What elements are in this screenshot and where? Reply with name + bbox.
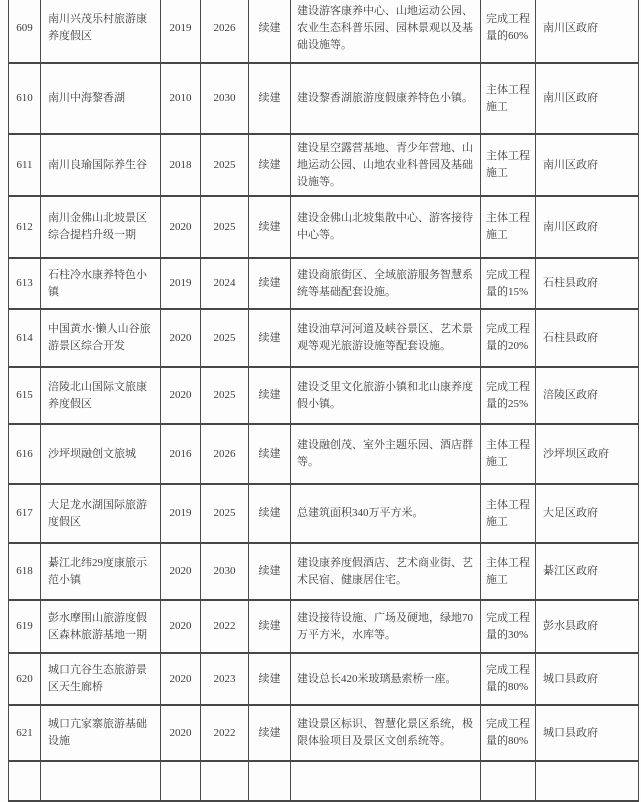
table-row: [9, 63, 639, 134]
project-table-container: [8, 0, 638, 802]
cell-progress: 完成工程量的30%: [481, 600, 536, 653]
cell-build-status: 续建: [249, 63, 291, 134]
cell-build-status: 续建: [249, 484, 291, 543]
cell-authority: 南川区政府: [536, 196, 639, 258]
cell-authority: 涪陵区政府: [536, 367, 639, 424]
cell-project-name: 沙坪坝融创文旅城: [41, 424, 161, 484]
cell-authority: 南川区政府: [536, 0, 639, 63]
cell-start-year: 2020: [161, 543, 201, 600]
cell-serial-number: 619: [9, 600, 41, 653]
cell-start-year: 2020: [161, 367, 201, 424]
cell-description: 建设接待设施、广场及硬地，绿地70万平方米，水库等。: [291, 600, 481, 653]
cell-description: 建设融创茂、室外主题乐园、酒店群等。: [291, 424, 481, 484]
cell-build-status: 续建: [249, 309, 291, 367]
cell-end-year: 2030: [201, 63, 249, 134]
cell-description: 建设商旅街区、全域旅游服务智慧系统等基础配套设施。: [291, 258, 481, 309]
cell-description: 总建筑面积340万平方米。: [291, 484, 481, 543]
cell-description: 建设游客康养中心、山地运动公园、农业生态科普乐园、园林景观以及基础设施等。: [291, 0, 481, 63]
cell-authority: 南川区政府: [536, 134, 639, 196]
cell-authority: 南川区政府: [536, 63, 639, 134]
cell-progress: 完成工程量的80%: [481, 705, 536, 761]
cell-serial-number: 612: [9, 196, 41, 258]
cell-progress: 完成工程量的25%: [481, 367, 536, 424]
cell-description: 建设总长420米玻璃悬索桥一座。: [291, 653, 481, 705]
table-row: [9, 761, 639, 801]
cell-start-year: 2020: [161, 196, 201, 258]
cell-progress: 主体工程施工: [481, 196, 536, 258]
cell-build-status: 续建: [249, 600, 291, 653]
cell-start-year: 2018: [161, 134, 201, 196]
cell-build-status: [249, 761, 291, 801]
cell-start-year: 2020: [161, 653, 201, 705]
table-row: [9, 653, 639, 705]
cell-build-status: 续建: [249, 258, 291, 309]
cell-description: 建设康养度假酒店、艺术商业街、艺术民宿、健康居住宅。: [291, 543, 481, 600]
table-row: [9, 134, 639, 196]
cell-end-year: 2024: [201, 258, 249, 309]
cell-project-name: 城口亢谷生态旅游景区天生廊桥: [41, 653, 161, 705]
cell-authority: 綦江区政府: [536, 543, 639, 600]
cell-serial-number: 616: [9, 424, 41, 484]
cell-project-name: 綦江北纬29度康旅示范小镇: [41, 543, 161, 600]
table-row: [9, 424, 639, 484]
cell-progress: 主体工程施工: [481, 134, 536, 196]
cell-description: 建设黎香湖旅游度假康养特色小镇。: [291, 63, 481, 134]
cell-description: 建设星空露营基地、青少年营地、山地运动公园、山地农业科普园及基础设施等。: [291, 134, 481, 196]
cell-start-year: 2016: [161, 424, 201, 484]
cell-build-status: 续建: [249, 424, 291, 484]
cell-description: [291, 761, 481, 801]
table-row: [9, 543, 639, 600]
cell-start-year: 2020: [161, 309, 201, 367]
cell-serial-number: 610: [9, 63, 41, 134]
cell-build-status: 续建: [249, 0, 291, 63]
cell-project-name: 南川良瑜国际养生谷: [41, 134, 161, 196]
cell-project-name: [41, 761, 161, 801]
cell-end-year: 2030: [201, 543, 249, 600]
cell-start-year: 2019: [161, 258, 201, 309]
cell-serial-number: 609: [9, 0, 41, 63]
cell-progress: 主体工程施工: [481, 484, 536, 543]
table-row: [9, 258, 639, 309]
cell-authority: 彭水县政府: [536, 600, 639, 653]
table-row: [9, 484, 639, 543]
cell-start-year: 2010: [161, 63, 201, 134]
cell-end-year: 2025: [201, 196, 249, 258]
cell-authority: 大足区政府: [536, 484, 639, 543]
cell-end-year: 2025: [201, 134, 249, 196]
cell-serial-number: [9, 761, 41, 801]
cell-end-year: 2022: [201, 600, 249, 653]
cell-end-year: 2025: [201, 309, 249, 367]
cell-end-year: 2022: [201, 705, 249, 761]
table-row: [9, 196, 639, 258]
table-row: [9, 0, 639, 63]
cell-project-name: 石柱冷水康养特色小镇: [41, 258, 161, 309]
cell-project-name: 南川兴茂乐村旅游康养度假区: [41, 0, 161, 63]
cell-authority: 城口县政府: [536, 653, 639, 705]
cell-end-year: 2025: [201, 484, 249, 543]
cell-start-year: 2019: [161, 484, 201, 543]
cell-build-status: 续建: [249, 653, 291, 705]
cell-progress: 完成工程量的80%: [481, 653, 536, 705]
cell-build-status: 续建: [249, 134, 291, 196]
cell-end-year: 2025: [201, 367, 249, 424]
cell-start-year: 2020: [161, 600, 201, 653]
table-row: [9, 705, 639, 761]
cell-progress: 主体工程施工: [481, 543, 536, 600]
cell-project-name: 中国黄水·懒人山谷旅游景区综合开发: [41, 309, 161, 367]
cell-authority: [536, 761, 639, 801]
cell-description: 建设金佛山北坡集散中心、游客接待中心等。: [291, 196, 481, 258]
cell-description: 建设油草河河道及峡谷景区、艺术景观等观光旅游设施等配套设施。: [291, 309, 481, 367]
cell-authority: 石柱县政府: [536, 309, 639, 367]
table-row: [9, 367, 639, 424]
cell-description: 建设爻里文化旅游小镇和北山康养度假小镇。: [291, 367, 481, 424]
cell-start-year: 2020: [161, 705, 201, 761]
cell-project-name: 南川中海黎香湖: [41, 63, 161, 134]
cell-build-status: 续建: [249, 705, 291, 761]
cell-build-status: 续建: [249, 196, 291, 258]
cell-serial-number: 618: [9, 543, 41, 600]
table-body: [9, 0, 639, 801]
cell-progress: 完成工程量的20%: [481, 309, 536, 367]
cell-authority: 城口县政府: [536, 705, 639, 761]
cell-progress: [481, 761, 536, 801]
table-row: [9, 600, 639, 653]
cell-progress: 完成工程量的60%: [481, 0, 536, 63]
cell-end-year: [201, 761, 249, 801]
table-row: [9, 309, 639, 367]
cell-project-name: 涪陵北山国际文旅康养度假区: [41, 367, 161, 424]
cell-serial-number: 614: [9, 309, 41, 367]
cell-authority: 沙坪坝区政府: [536, 424, 639, 484]
cell-serial-number: 615: [9, 367, 41, 424]
cell-serial-number: 621: [9, 705, 41, 761]
cell-project-name: 大足龙水湖国际旅游度假区: [41, 484, 161, 543]
cell-progress: 完成工程量的15%: [481, 258, 536, 309]
cell-authority: 石柱县政府: [536, 258, 639, 309]
cell-project-name: 城口亢家寨旅游基础设施: [41, 705, 161, 761]
project-table: [8, 0, 639, 802]
cell-description: 建设景区标识、智慧化景区系统，极限体验项目及景区文创系统等。: [291, 705, 481, 761]
cell-end-year: 2023: [201, 653, 249, 705]
cell-serial-number: 613: [9, 258, 41, 309]
cell-start-year: [161, 761, 201, 801]
cell-build-status: 续建: [249, 543, 291, 600]
cell-build-status: 续建: [249, 367, 291, 424]
cell-serial-number: 620: [9, 653, 41, 705]
cell-progress: 主体工程施工: [481, 424, 536, 484]
cell-end-year: 2026: [201, 424, 249, 484]
cell-progress: 主体工程施工: [481, 63, 536, 134]
cell-project-name: 彭水摩围山旅游度假区森林旅游基地一期: [41, 600, 161, 653]
cell-end-year: 2026: [201, 0, 249, 63]
cell-serial-number: 611: [9, 134, 41, 196]
cell-serial-number: 617: [9, 484, 41, 543]
cell-start-year: 2019: [161, 0, 201, 63]
cell-project-name: 南川金佛山北坡景区综合提档升级一期: [41, 196, 161, 258]
